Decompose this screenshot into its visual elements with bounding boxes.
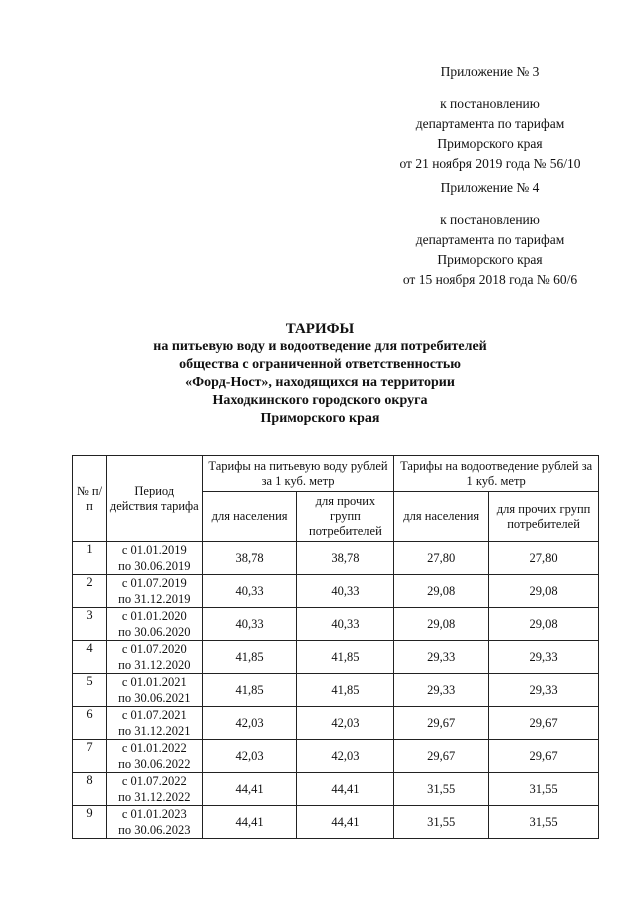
water-population-value: 41,85 bbox=[202, 674, 297, 707]
row-period bbox=[106, 674, 202, 707]
period-to: по 30.06.2021 bbox=[118, 691, 191, 705]
water-population-value: 38,78 bbox=[202, 542, 297, 575]
period-from: с 01.01.2019 bbox=[121, 543, 187, 557]
row-num: 2 bbox=[73, 575, 107, 608]
water-population-value: 42,03 bbox=[202, 707, 297, 740]
title-line: Находкинского городского округа bbox=[212, 393, 428, 408]
row-period bbox=[106, 707, 202, 740]
row-period bbox=[106, 806, 202, 839]
sewer-other-value: 29,08 bbox=[489, 575, 599, 608]
row-num: 8 bbox=[73, 773, 107, 806]
tariffs-table bbox=[72, 455, 599, 839]
table-row bbox=[73, 806, 599, 839]
water-other-value: 41,85 bbox=[297, 641, 394, 674]
appendix-3-block bbox=[370, 62, 610, 174]
sewer-other-value: 29,33 bbox=[489, 641, 599, 674]
appendix-4-title: Приложение № 4 bbox=[440, 180, 540, 195]
table-row bbox=[73, 542, 599, 575]
row-period bbox=[106, 740, 202, 773]
table-row bbox=[73, 674, 599, 707]
sewer-population-value: 29,08 bbox=[394, 575, 489, 608]
period-from: с 01.01.2022 bbox=[121, 741, 187, 755]
water-other-value: 42,03 bbox=[297, 707, 394, 740]
water-population-value: 44,41 bbox=[202, 773, 297, 806]
sewer-population-value: 31,55 bbox=[394, 806, 489, 839]
period-to: по 30.06.2022 bbox=[118, 757, 191, 771]
table-row bbox=[73, 773, 599, 806]
period-from: с 01.01.2020 bbox=[121, 609, 187, 623]
period-from: с 01.01.2021 bbox=[121, 675, 187, 689]
water-population-value: 42,03 bbox=[202, 740, 297, 773]
table-row bbox=[73, 608, 599, 641]
sewer-other-value: 27,80 bbox=[489, 542, 599, 575]
header-water: Тарифы на питьевую воду рублей за 1 куб. метр bbox=[202, 456, 394, 492]
title-line: «Форд-Ност», находящихся на территории bbox=[185, 375, 455, 390]
period-from: с 01.07.2021 bbox=[121, 708, 187, 722]
appendix-4-line: департамента по тарифам bbox=[415, 232, 565, 247]
appendix-4-line: Приморского края bbox=[437, 252, 543, 267]
appendix-3-line: Приморского края bbox=[437, 136, 543, 151]
row-num: 5 bbox=[73, 674, 107, 707]
row-num: 9 bbox=[73, 806, 107, 839]
water-population-value: 40,33 bbox=[202, 575, 297, 608]
sewer-other-value: 29,67 bbox=[489, 707, 599, 740]
sewer-population-value: 29,67 bbox=[394, 707, 489, 740]
title-line: на питьевую воду и водоотведение для потребителей bbox=[153, 339, 487, 354]
water-other-value: 40,33 bbox=[297, 608, 394, 641]
header-water-other: для прочих групп потребителей bbox=[297, 492, 394, 542]
document-title bbox=[100, 320, 540, 428]
row-period bbox=[106, 542, 202, 575]
appendix-4-line: от 15 ноября 2018 года № 60/6 bbox=[402, 272, 578, 287]
row-period bbox=[106, 773, 202, 806]
sewer-other-value: 31,55 bbox=[489, 806, 599, 839]
water-other-value: 38,78 bbox=[297, 542, 394, 575]
sewer-other-value: 29,33 bbox=[489, 674, 599, 707]
water-other-value: 44,41 bbox=[297, 806, 394, 839]
header-sewer: Тарифы на водоотведение рублей за 1 куб. метр bbox=[394, 456, 599, 492]
row-period bbox=[106, 608, 202, 641]
appendix-3-line: департамента по тарифам bbox=[415, 116, 565, 131]
table-row bbox=[73, 707, 599, 740]
appendix-4-block bbox=[370, 178, 610, 290]
water-population-value: 41,85 bbox=[202, 641, 297, 674]
water-other-value: 41,85 bbox=[297, 674, 394, 707]
period-from: с 01.07.2022 bbox=[121, 774, 187, 788]
sewer-population-value: 29,67 bbox=[394, 740, 489, 773]
period-to: по 31.12.2019 bbox=[118, 592, 191, 606]
sewer-population-value: 29,33 bbox=[394, 674, 489, 707]
header-num: № п/п bbox=[73, 456, 107, 542]
period-to: по 30.06.2023 bbox=[118, 823, 191, 837]
row-num: 1 bbox=[73, 542, 107, 575]
title-main: ТАРИФЫ bbox=[285, 321, 355, 337]
sewer-population-value: 27,80 bbox=[394, 542, 489, 575]
appendix-3-line: от 21 ноября 2019 года № 56/10 bbox=[399, 156, 581, 171]
table-row bbox=[73, 740, 599, 773]
period-to: по 31.12.2020 bbox=[118, 658, 191, 672]
row-period bbox=[106, 575, 202, 608]
period-from: с 01.07.2020 bbox=[121, 642, 187, 656]
table-row bbox=[73, 575, 599, 608]
header-sewer-other: для прочих групп потребителей bbox=[489, 492, 599, 542]
period-from: с 01.07.2019 bbox=[121, 576, 187, 590]
water-other-value: 42,03 bbox=[297, 740, 394, 773]
row-num: 3 bbox=[73, 608, 107, 641]
appendix-3-title: Приложение № 3 bbox=[440, 64, 540, 79]
water-other-value: 44,41 bbox=[297, 773, 394, 806]
row-num: 7 bbox=[73, 740, 107, 773]
appendix-3-line: к постановлению bbox=[440, 96, 540, 111]
title-line: Приморского края bbox=[260, 411, 380, 426]
period-to: по 31.12.2022 bbox=[118, 790, 191, 804]
sewer-other-value: 29,67 bbox=[489, 740, 599, 773]
header-sewer-population: для населения bbox=[394, 492, 489, 542]
title-line: общества с ограниченной ответственностью bbox=[179, 357, 461, 372]
row-num: 4 bbox=[73, 641, 107, 674]
period-from: с 01.01.2023 bbox=[121, 807, 187, 821]
header-period: Период действия тарифа bbox=[106, 456, 202, 542]
period-to: по 30.06.2019 bbox=[118, 559, 191, 573]
period-to: по 31.12.2021 bbox=[118, 724, 191, 738]
period-to: по 30.06.2020 bbox=[118, 625, 191, 639]
sewer-population-value: 29,08 bbox=[394, 608, 489, 641]
header-water-population: для населения bbox=[202, 492, 297, 542]
water-population-value: 40,33 bbox=[202, 608, 297, 641]
row-num: 6 bbox=[73, 707, 107, 740]
sewer-population-value: 29,33 bbox=[394, 641, 489, 674]
table-row bbox=[73, 641, 599, 674]
appendix-4-line: к постановлению bbox=[440, 212, 540, 227]
water-other-value: 40,33 bbox=[297, 575, 394, 608]
sewer-other-value: 31,55 bbox=[489, 773, 599, 806]
sewer-population-value: 31,55 bbox=[394, 773, 489, 806]
row-period bbox=[106, 641, 202, 674]
sewer-other-value: 29,08 bbox=[489, 608, 599, 641]
water-population-value: 44,41 bbox=[202, 806, 297, 839]
